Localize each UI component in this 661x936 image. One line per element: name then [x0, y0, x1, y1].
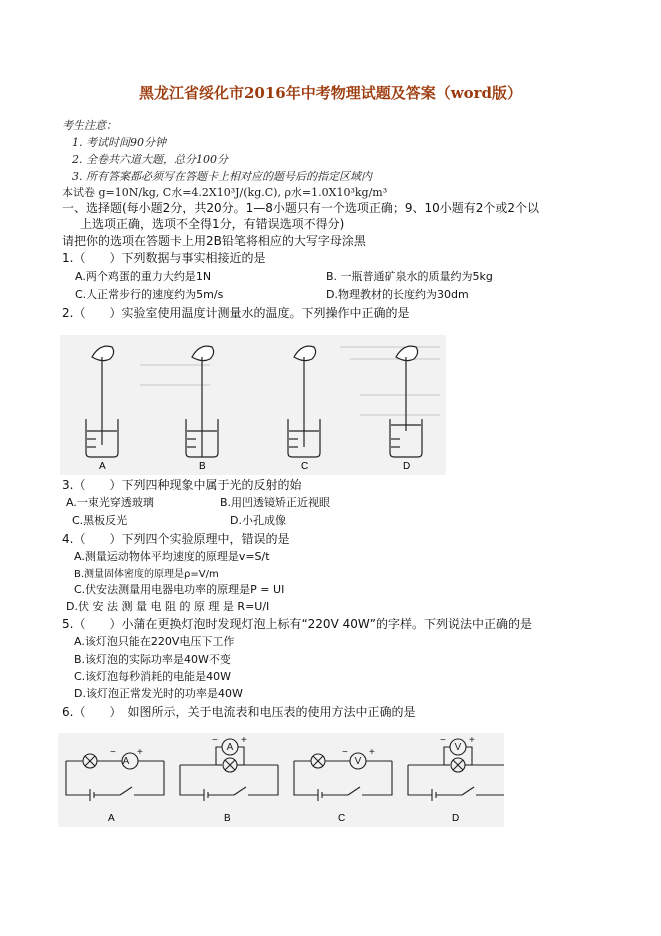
notes-heading: 考生注意：	[62, 119, 117, 132]
answer-instruction: 请把你的选项在答题卡上用2B铅笔将相应的大写字母涂黑	[62, 234, 366, 248]
option: B. 一瓶普通矿泉水的质量约为5kg	[326, 270, 493, 283]
circuit-figure	[58, 733, 504, 827]
question-stem: 5.（ ）小蒲在更换灯泡时发现灯泡上标有“220V 40W”的字样。下列说法中正确的是	[62, 617, 532, 631]
option: C.黑板反光	[72, 514, 128, 527]
question-stem: 6.（ ） 如图所示，关于电流表和电压表的使用方法中正确的是	[62, 705, 416, 719]
figure-label: D	[452, 813, 460, 824]
option: B.用凹透镜矫正近视眼	[220, 496, 331, 509]
notes-item: 3. 所有答案都必须写在答题卡上相对应的题号后的指定区域内	[72, 170, 372, 183]
question-stem: 3.（ ）下列四种现象中属于光的反射的始	[62, 478, 302, 492]
option: A.该灯泡只能在220V电压下工作	[74, 635, 235, 648]
figure-label: C	[301, 461, 309, 472]
option: D.该灯泡正常发光时的功率是40W	[74, 687, 243, 700]
svg-text:+: +	[469, 735, 475, 746]
figure-label: A	[99, 461, 106, 472]
section-heading-cont: 上选项正确，选项不全得1分，有错误选项不得分)	[80, 217, 345, 231]
figure-label: B	[224, 813, 231, 824]
svg-text:−: −	[212, 735, 218, 746]
svg-text:−: −	[440, 735, 446, 746]
option: D.小孔成像	[230, 514, 286, 527]
option: A.一束光穿透玻璃	[66, 496, 154, 509]
svg-text:V: V	[354, 756, 362, 767]
option: B.测量固体密度的原理是ρ=V/m	[74, 569, 219, 580]
notes-item: 2. 全卷共六道大题，总分100分	[72, 153, 228, 166]
figure-label: B	[199, 461, 206, 472]
option: A.两个鸡蛋的重力大约是1N	[75, 270, 212, 283]
svg-text:+: +	[369, 747, 375, 758]
figure-label: D	[403, 461, 411, 472]
svg-text:+: +	[241, 735, 247, 746]
option: A.测量运动物体平均速度的原理是v=S/t	[74, 550, 270, 563]
notes-item: 1. 考试时间90分钟	[72, 136, 166, 149]
figure-label: A	[108, 813, 115, 824]
option: D.物理教材的长度约为30dm	[326, 288, 469, 301]
option: C.伏安法测量用电器电功率的原理是P = UI	[74, 583, 285, 596]
constants-line: 本试卷 g=10N/kg, C水=4.2X10³J/(kg.C), ρ水=1.0X10³kg/m³	[62, 186, 388, 199]
svg-text:A: A	[226, 742, 234, 753]
option: C.该灯泡每秒消耗的电能是40W	[74, 670, 232, 683]
svg-text:+: +	[137, 747, 143, 758]
svg-text:−: −	[110, 747, 116, 758]
option: D.伏 安 法 测 量 电 阻 的 原 理 是 R=U/I	[66, 600, 270, 613]
svg-text:A: A	[122, 756, 130, 767]
option: C.人正常步行的速度约为5m/s	[75, 288, 224, 301]
question-stem: 1.（ ）下列数据与事实相接近的是	[62, 251, 266, 265]
page-title: 黑龙江省绥化市2016年中考物理试题及答案（word版）	[138, 84, 523, 102]
svg-text:V: V	[454, 742, 462, 753]
option: B.该灯泡的实际功率是40W不变	[74, 653, 231, 666]
question-stem: 2.（ ）实验室使用温度计测量水的温度。下列操作中正确的是	[62, 306, 410, 320]
section-heading: 一、选择题(每小题2分，共20分。1—8小题只有一个选项正确；9、10小题有2个或2个以	[62, 201, 540, 215]
question-stem: 4.（ ）下列四个实验原理中，错误的是	[62, 532, 290, 546]
svg-text:−: −	[342, 747, 348, 758]
figure-label: C	[338, 813, 346, 824]
thermometer-figure	[60, 335, 446, 475]
